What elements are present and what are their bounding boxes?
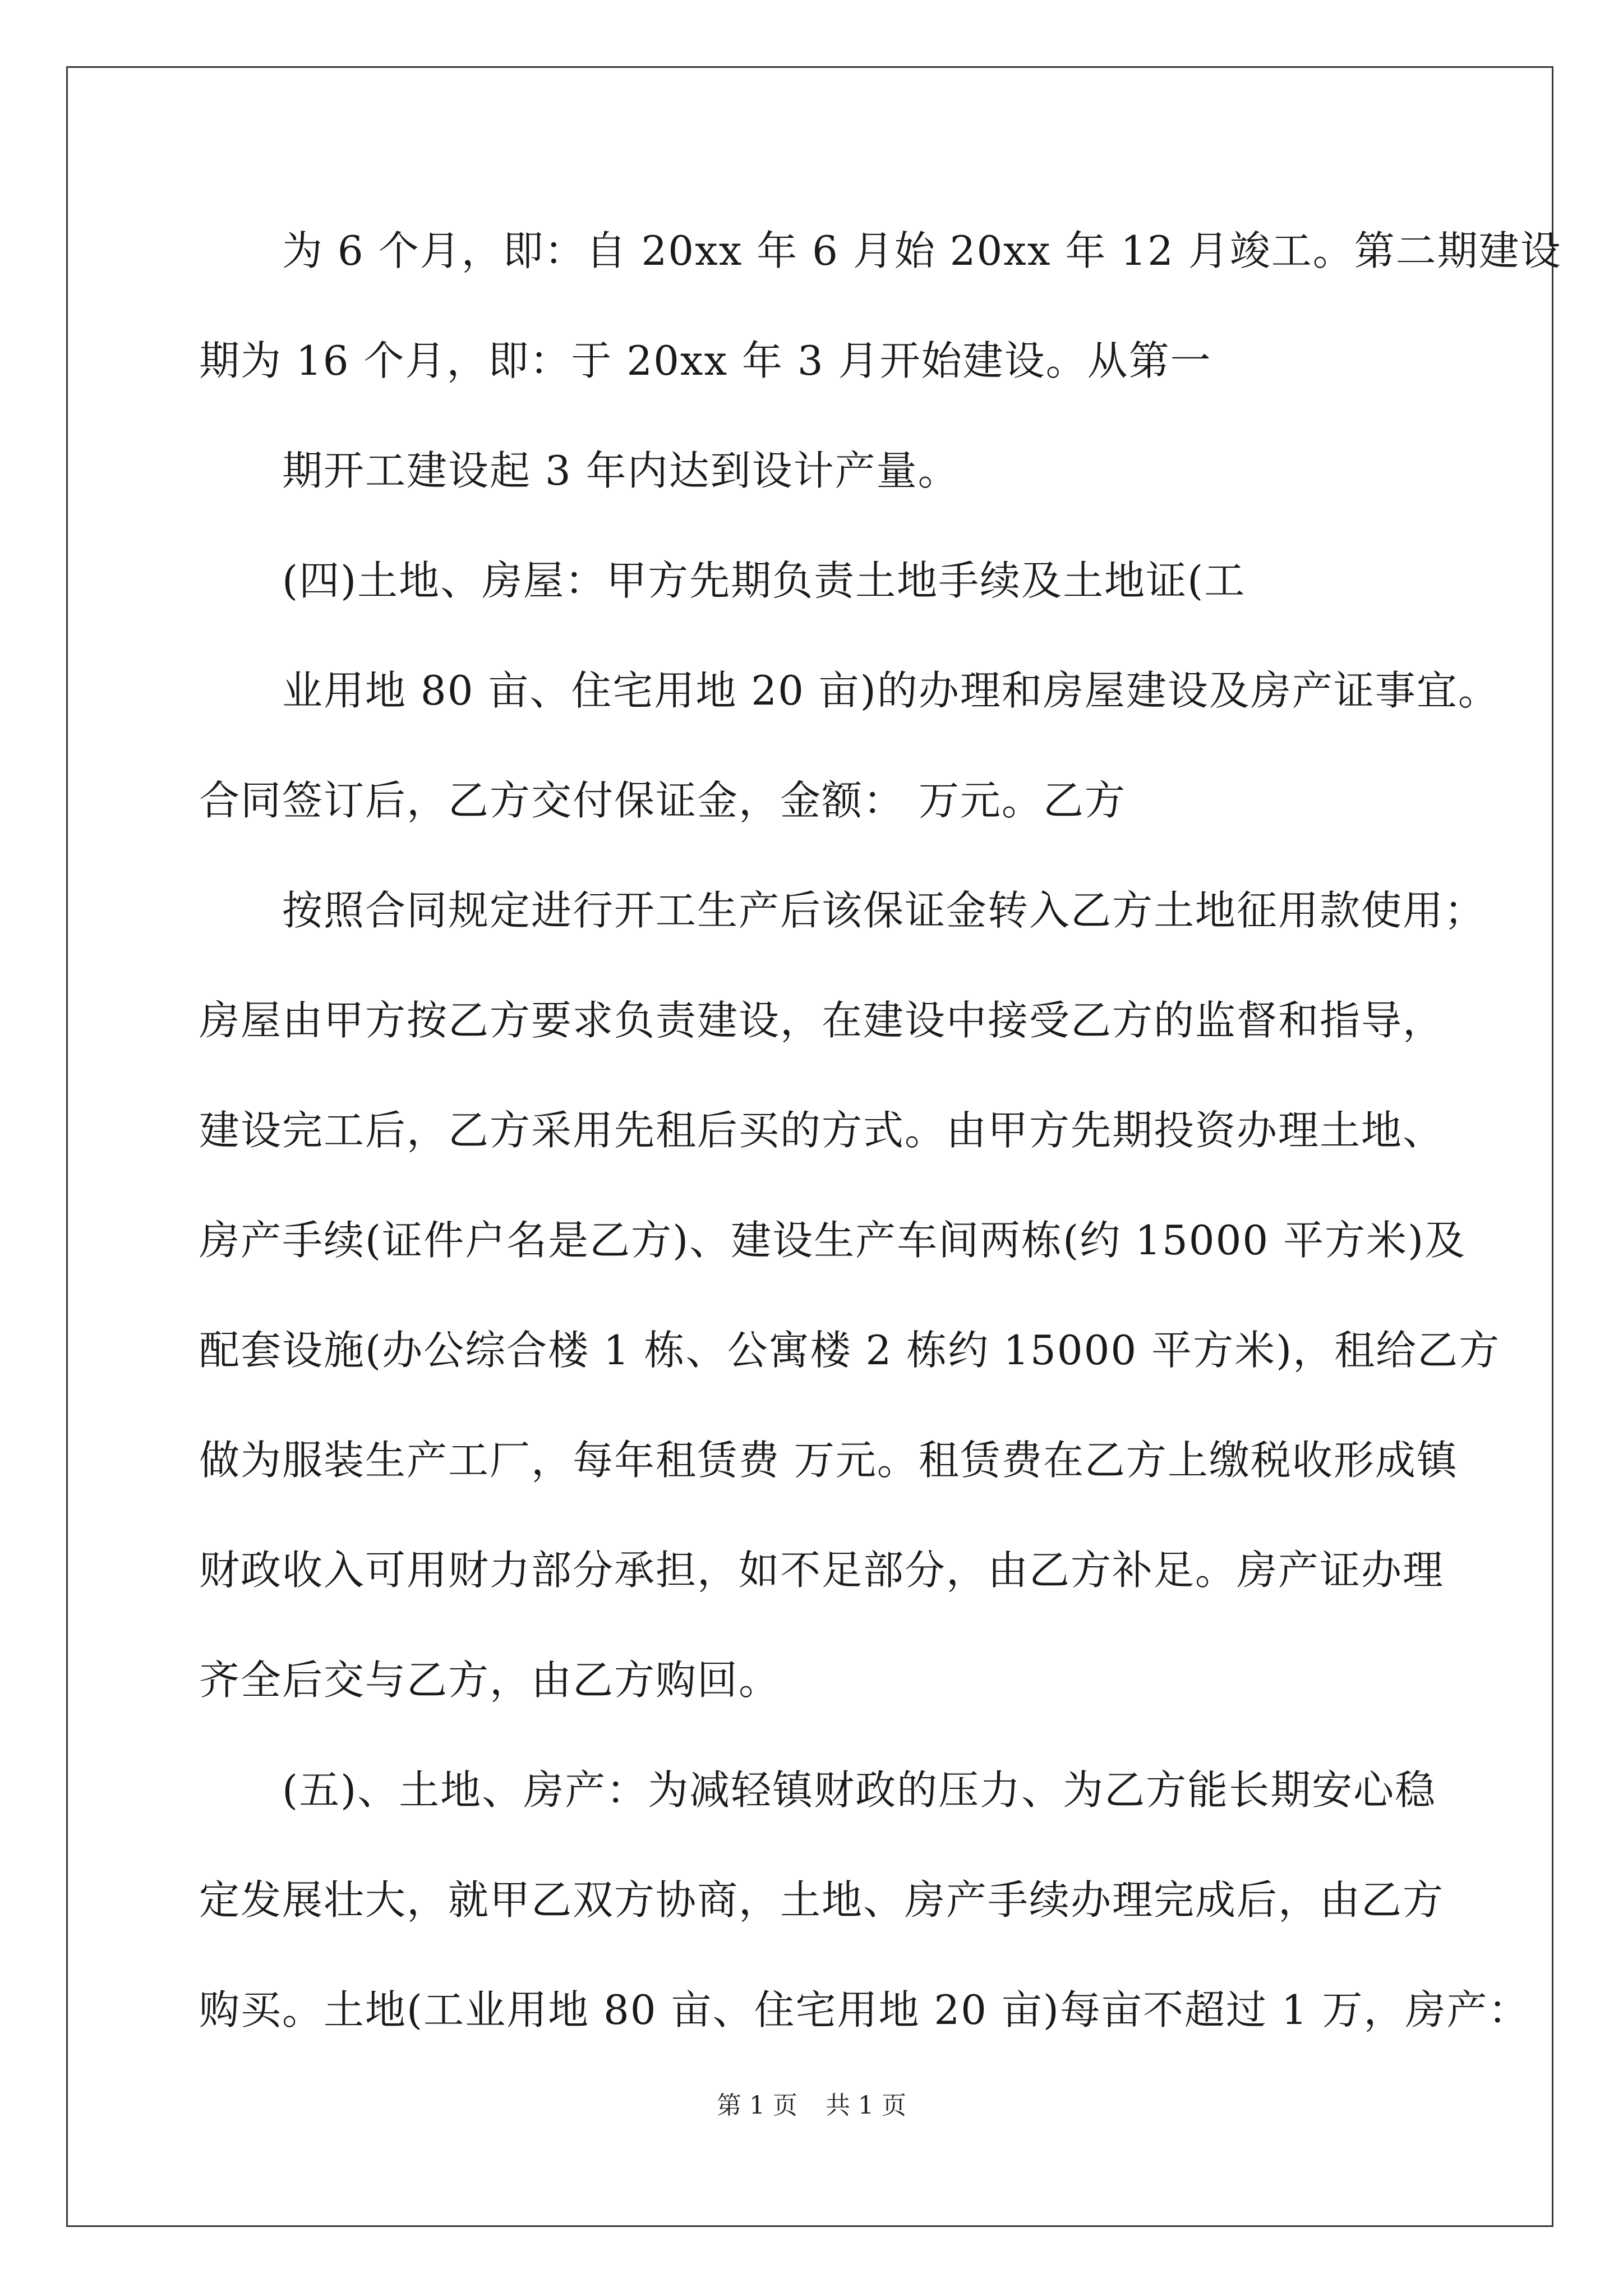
text-line: 按照合同规定进行开工生产后该保证金转入乙方土地征用款使用； [282,887,1486,934]
text-line: (四)土地、房屋：甲方先期负责土地手续及土地证(工 [282,557,1246,604]
text-line: 期开工建设起 3 年内达到设计产量。 [282,447,960,494]
text-line: 房屋由甲方按乙方要求负责建设，在建设中接受乙方的监督和指导， [199,997,1445,1044]
text-line: 合同签订后，乙方交付保证金，金额： 万元。乙方 [199,777,1126,824]
page-total: 共 1 页 [826,2091,906,2120]
text-line: 财政收入可用财力部分承担，如不足部分，由乙方补足。房产证办理 [199,1547,1445,1594]
text-line: 为 6 个月，即：自 20xx 年 6 月始 20xx 年 12 月竣工。第二期建设 [282,227,1562,274]
page-footer [0,2089,1623,2123]
text-line: 齐全后交与乙方，由乙方购回。 [199,1657,781,1704]
text-line: 配套设施(办公综合楼 1 栋、公寓楼 2 栋约 15000 平方米)，租给乙方 [199,1327,1501,1374]
text-line: (五)、土地、房产：为减轻镇财政的压力、为乙方能长期安心稳 [282,1766,1437,1814]
text-line: 业用地 80 亩、住宅用地 20 亩)的办理和房屋建设及房产证事宜。 [282,667,1500,714]
text-line: 建设完工后，乙方采用先租后买的方式。由甲方先期投资办理土地、 [199,1107,1445,1154]
page-number: 第 1 页 [717,2091,797,2120]
text-line: 做为服装生产工厂，每年租赁费 万元。租赁费在乙方上缴税收形成镇 [199,1437,1458,1484]
text-line: 购买。土地(工业用地 80 亩、住宅用地 20 亩)每亩不超过 1 万，房产： [199,1986,1530,2033]
text-line: 房产手续(证件户名是乙方)、建设生产车间两栋(约 15000 平方米)及 [199,1217,1467,1264]
text-line: 期为 16 个月，即：于 20xx 年 3 月开始建设。从第一 [199,337,1212,384]
text-line: 定发展壮大，就甲乙双方协商，土地、房产手续办理完成后，由乙方 [199,1876,1445,1924]
